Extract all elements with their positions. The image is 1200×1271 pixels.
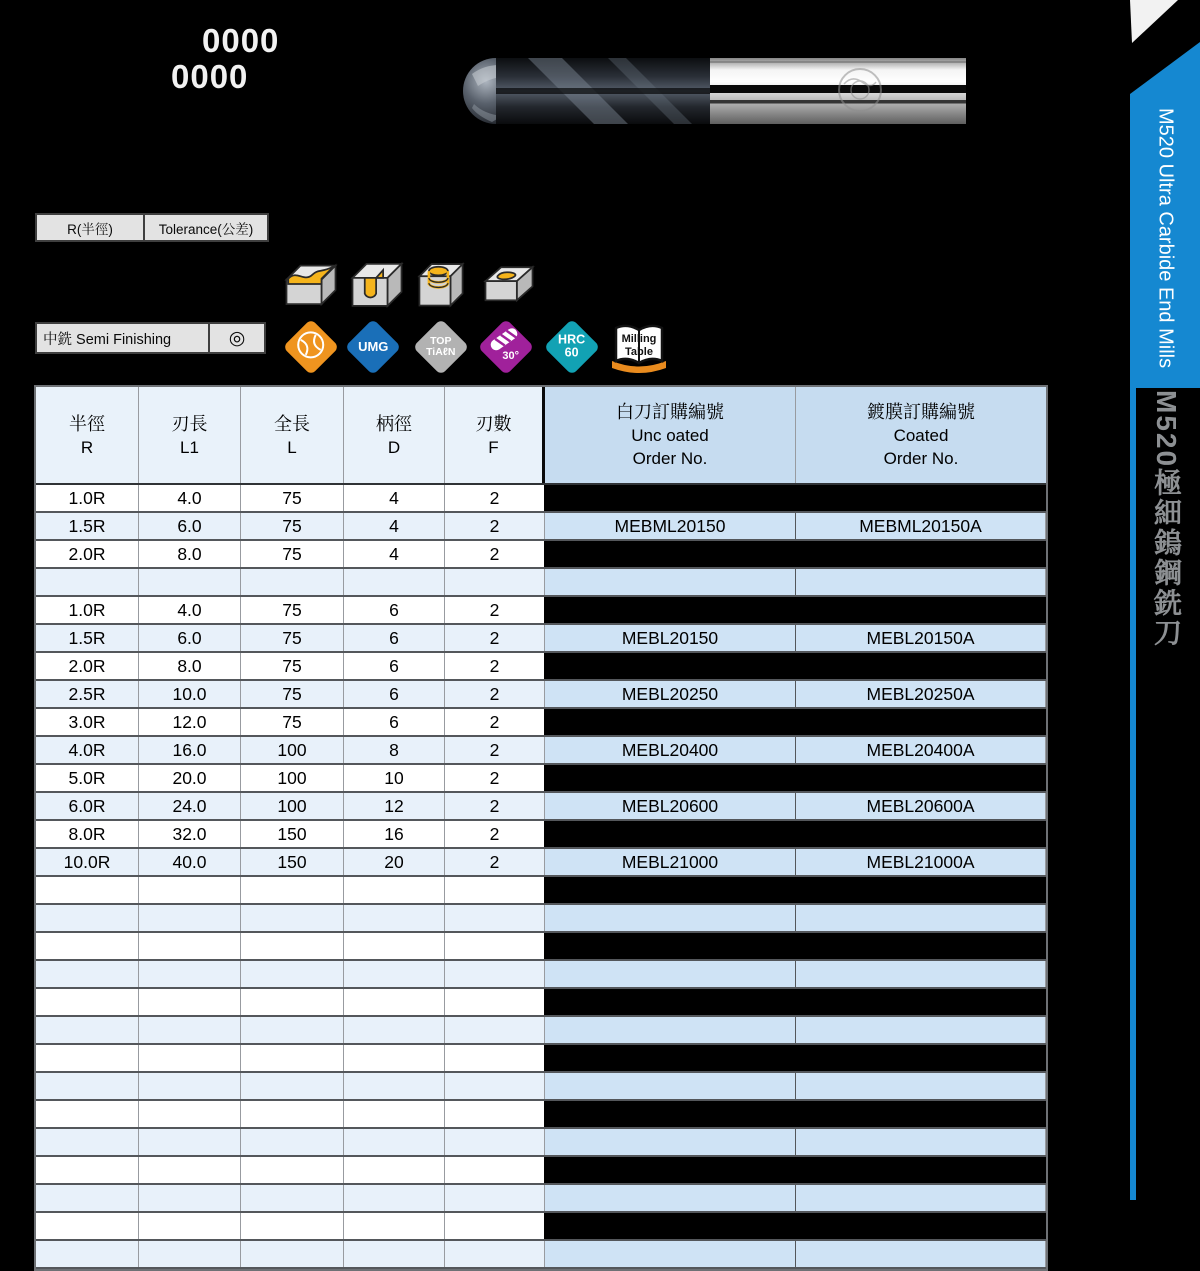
header-shank-dia: 柄徑 D [344, 387, 445, 483]
spec-cell-coated [796, 933, 1046, 959]
spec-cell-d [344, 877, 445, 903]
spec-row [36, 1157, 1046, 1185]
spec-cell-r: 3.0R [36, 709, 139, 735]
spec-row [36, 737, 1046, 765]
finishing-label: 中銑 Semi Finishing [37, 324, 210, 352]
slot-milling-icon [349, 258, 405, 310]
tolerance-radius-label: R(半徑) [37, 215, 145, 240]
spec-cell-d: 6 [344, 597, 445, 623]
spec-cell-coated [796, 1017, 1046, 1043]
spec-cell-l [241, 1157, 344, 1183]
spec-cell-f [445, 877, 545, 903]
spec-cell-l1 [139, 989, 241, 1015]
spec-cell-l1: 4.0 [139, 485, 241, 511]
spec-cell-l [241, 1185, 344, 1211]
spec-cell-l: 75 [241, 541, 344, 567]
spec-cell-l1: 24.0 [139, 793, 241, 819]
spec-cell-d: 6 [344, 681, 445, 707]
spec-table-body [36, 485, 1046, 1269]
helix-angle-label: 30° [502, 349, 520, 362]
spec-cell-coated [796, 877, 1046, 903]
spec-cell-uncoated [545, 1157, 796, 1183]
spec-cell-coated [796, 765, 1046, 791]
spec-cell-f [445, 961, 545, 987]
spec-cell-uncoated [545, 569, 796, 595]
spec-cell-uncoated [545, 933, 796, 959]
spec-cell-r: 6.0R [36, 793, 139, 819]
milling-table-label-1: Milling [621, 333, 657, 345]
spec-cell-f: 2 [445, 541, 545, 567]
spec-cell-uncoated: MEBL20400 [545, 737, 796, 763]
spec-cell-l1 [139, 933, 241, 959]
spec-cell-l1: 20.0 [139, 765, 241, 791]
hrc60-badge [544, 319, 601, 376]
spec-cell-f [445, 933, 545, 959]
spec-cell-l1 [139, 569, 241, 595]
spec-cell-f: 2 [445, 821, 545, 847]
pocket-milling-icon [482, 258, 536, 306]
spec-cell-uncoated [545, 709, 796, 735]
spec-cell-l1: 16.0 [139, 737, 241, 763]
placeholder-code-top: 0000 [202, 22, 280, 59]
helix-icon [487, 326, 525, 364]
spec-cell-uncoated [545, 989, 796, 1015]
spec-cell-d [344, 905, 445, 931]
spec-cell-l [241, 1073, 344, 1099]
spec-cell-l: 100 [241, 793, 344, 819]
spec-cell-d: 6 [344, 653, 445, 679]
spec-row [36, 1213, 1046, 1241]
spec-cell-coated [796, 709, 1046, 735]
ball-nose-end-mill-photo [458, 52, 978, 130]
spec-cell-r [36, 933, 139, 959]
top-tialn-badge [413, 319, 470, 376]
spec-cell-d [344, 1213, 445, 1239]
spec-cell-r [36, 1213, 139, 1239]
spec-cell-l: 75 [241, 485, 344, 511]
spec-cell-r: 1.0R [36, 485, 139, 511]
spec-cell-uncoated [545, 1073, 796, 1099]
spec-cell-r: 2.0R [36, 653, 139, 679]
spec-cell-f [445, 1073, 545, 1099]
spec-cell-uncoated [545, 653, 796, 679]
spec-row [36, 653, 1046, 681]
spec-cell-l1 [139, 961, 241, 987]
spec-cell-l1: 4.0 [139, 597, 241, 623]
spec-cell-uncoated [545, 1101, 796, 1127]
spec-cell-l1 [139, 1213, 241, 1239]
spec-cell-f: 2 [445, 513, 545, 539]
spec-cell-l1: 10.0 [139, 681, 241, 707]
spec-cell-l [241, 1101, 344, 1127]
spec-cell-l [241, 1129, 344, 1155]
spec-cell-d [344, 1045, 445, 1071]
spec-cell-r [36, 1157, 139, 1183]
spec-cell-r [36, 1241, 139, 1267]
spec-cell-l: 75 [241, 513, 344, 539]
spec-cell-coated [796, 653, 1046, 679]
spec-cell-l: 150 [241, 849, 344, 875]
spec-cell-coated [796, 541, 1046, 567]
spec-cell-l1: 6.0 [139, 625, 241, 651]
spec-cell-uncoated [545, 541, 796, 567]
spec-cell-l1 [139, 1241, 241, 1267]
spec-cell-f: 2 [445, 793, 545, 819]
spec-cell-d: 6 [344, 709, 445, 735]
spec-cell-d [344, 1101, 445, 1127]
spec-cell-uncoated [545, 821, 796, 847]
spec-cell-uncoated [545, 1017, 796, 1043]
spec-cell-coated [796, 485, 1046, 511]
finishing-rating: ◎ [228, 327, 246, 349]
spec-cell-uncoated [545, 905, 796, 931]
spec-cell-l: 150 [241, 821, 344, 847]
spec-cell-coated [796, 961, 1046, 987]
spec-cell-l1 [139, 1101, 241, 1127]
spec-cell-coated: MEBL20150A [796, 625, 1046, 651]
spec-cell-f [445, 989, 545, 1015]
spec-cell-coated [796, 1129, 1046, 1155]
spec-cell-f [445, 1129, 545, 1155]
spec-row [36, 905, 1046, 933]
spec-cell-f [445, 1045, 545, 1071]
spec-cell-l1: 40.0 [139, 849, 241, 875]
spec-cell-f [445, 905, 545, 931]
tialn-label: TiAℓN [426, 345, 456, 358]
spec-cell-d: 4 [344, 513, 445, 539]
spec-cell-f [445, 569, 545, 595]
header-flute-length: 刃長 L1 [139, 387, 241, 483]
hrc-value: 60 [565, 346, 579, 360]
spec-cell-r: 2.0R [36, 541, 139, 567]
spec-cell-f [445, 1185, 545, 1211]
spec-cell-l [241, 1017, 344, 1043]
spec-cell-l [241, 961, 344, 987]
spec-cell-l1 [139, 1185, 241, 1211]
spec-row [36, 597, 1046, 625]
spec-cell-l1: 12.0 [139, 709, 241, 735]
spec-cell-coated [796, 989, 1046, 1015]
spec-cell-l1: 8.0 [139, 653, 241, 679]
spec-cell-f: 2 [445, 625, 545, 651]
spec-cell-uncoated [545, 1129, 796, 1155]
shank-section [710, 58, 966, 124]
spec-cell-d [344, 1241, 445, 1267]
spec-cell-d [344, 1185, 445, 1211]
spec-cell-d: 16 [344, 821, 445, 847]
milling-table-badge [608, 321, 670, 375]
spec-cell-uncoated [545, 1241, 796, 1267]
spec-row [36, 681, 1046, 709]
spec-cell-uncoated [545, 877, 796, 903]
spec-cell-d: 10 [344, 765, 445, 791]
spec-cell-uncoated: MEBL20600 [545, 793, 796, 819]
spec-cell-l: 75 [241, 625, 344, 651]
series-title-en: M520 Ultra Carbide End Mills [1154, 107, 1177, 369]
spec-cell-d [344, 933, 445, 959]
spec-cell-f [445, 1017, 545, 1043]
spec-cell-f [445, 1157, 545, 1183]
spec-cell-l [241, 877, 344, 903]
spec-cell-l [241, 1045, 344, 1071]
spec-cell-d [344, 1129, 445, 1155]
spec-cell-uncoated: MEBL20250 [545, 681, 796, 707]
cutter-cross-section-badge [283, 319, 340, 376]
spec-row [36, 765, 1046, 793]
series-title-zh-wrap [1134, 388, 1198, 650]
spec-cell-coated [796, 1073, 1046, 1099]
spec-row [36, 1185, 1046, 1213]
spec-cell-coated [796, 1213, 1046, 1239]
spec-cell-coated [796, 597, 1046, 623]
spec-cell-r: 10.0R [36, 849, 139, 875]
spec-cell-coated [796, 905, 1046, 931]
spec-row [36, 1101, 1046, 1129]
umg-label: UMG [357, 339, 389, 355]
spec-cell-l [241, 905, 344, 931]
umg-badge [345, 319, 402, 376]
header-radius: 半徑 R [36, 387, 139, 483]
spec-cell-coated [796, 569, 1046, 595]
spec-cell-uncoated: MEBL21000 [545, 849, 796, 875]
spec-cell-f: 2 [445, 709, 545, 735]
finishing-bar [35, 322, 266, 354]
spec-cell-d [344, 989, 445, 1015]
spec-cell-f: 2 [445, 597, 545, 623]
spec-cell-l1: 32.0 [139, 821, 241, 847]
spec-row [36, 933, 1046, 961]
spec-cell-r: 1.5R [36, 513, 139, 539]
spec-cell-coated: MEBL20400A [796, 737, 1046, 763]
spec-row [36, 485, 1046, 513]
spec-cell-r [36, 1129, 139, 1155]
spec-cell-d: 12 [344, 793, 445, 819]
spec-cell-coated: MEBL20250A [796, 681, 1046, 707]
spec-row [36, 1045, 1046, 1073]
spec-cell-f [445, 1241, 545, 1267]
spec-row [36, 709, 1046, 737]
spec-cell-uncoated [545, 961, 796, 987]
spec-cell-r [36, 961, 139, 987]
spec-cell-f: 2 [445, 737, 545, 763]
spec-cell-r [36, 1045, 139, 1071]
spec-row [36, 961, 1046, 989]
spec-cell-r [36, 877, 139, 903]
spec-cell-r [36, 1073, 139, 1099]
spec-cell-d [344, 1157, 445, 1183]
spec-cell-d [344, 1073, 445, 1099]
header-uncoated-order-no: 白刀訂購編號 Unc oated Order No. [545, 387, 796, 483]
flute-section [463, 58, 722, 124]
spec-cell-l1: 8.0 [139, 541, 241, 567]
spec-cell-r: 4.0R [36, 737, 139, 763]
spec-cell-f: 2 [445, 681, 545, 707]
spec-row [36, 513, 1046, 541]
helical-milling-icon [416, 258, 466, 310]
spec-cell-r [36, 569, 139, 595]
helix-30-badge [478, 319, 535, 376]
spec-cell-d: 4 [344, 485, 445, 511]
spec-row [36, 1073, 1046, 1101]
header-overall-length: 全長 L [241, 387, 344, 483]
spec-cell-l: 75 [241, 709, 344, 735]
spec-cell-l1 [139, 1073, 241, 1099]
spec-cell-d: 20 [344, 849, 445, 875]
spec-cell-l: 75 [241, 597, 344, 623]
tolerance-value-label: Tolerance(公差) [158, 221, 254, 237]
spec-row [36, 877, 1046, 905]
spec-cell-uncoated: MEBL20150 [545, 625, 796, 651]
spec-cell-l [241, 569, 344, 595]
spec-cell-r: 2.5R [36, 681, 139, 707]
spec-cell-l1 [139, 1045, 241, 1071]
spec-row [36, 1017, 1046, 1045]
spec-cell-f: 2 [445, 765, 545, 791]
spec-cell-coated: MEBL20600A [796, 793, 1046, 819]
spec-cell-f: 2 [445, 653, 545, 679]
spec-cell-coated [796, 1241, 1046, 1267]
spec-cell-coated [796, 821, 1046, 847]
spec-cell-uncoated: MEBML20150 [545, 513, 796, 539]
header-flute-count: 刃數 F [445, 387, 545, 483]
spec-cell-l [241, 1213, 344, 1239]
spec-cell-l [241, 989, 344, 1015]
spec-row [36, 1241, 1046, 1269]
spec-row [36, 625, 1046, 653]
spec-cell-l [241, 933, 344, 959]
sidebar-white-triangle [1130, 0, 1178, 43]
spec-cell-f: 2 [445, 849, 545, 875]
contour-milling-icon [283, 258, 339, 310]
spec-cell-coated: MEBML20150A [796, 513, 1046, 539]
spec-cell-r [36, 989, 139, 1015]
spec-cell-l1 [139, 905, 241, 931]
spec-row [36, 849, 1046, 877]
spec-cell-l1: 6.0 [139, 513, 241, 539]
spec-cell-l1 [139, 1157, 241, 1183]
cross-section-icon [294, 328, 328, 362]
spec-cell-d [344, 961, 445, 987]
placeholder-code-bottom: 0000 [171, 58, 249, 95]
spec-cell-l [241, 1241, 344, 1267]
spec-cell-d: 8 [344, 737, 445, 763]
spec-cell-uncoated [545, 1185, 796, 1211]
spec-cell-d: 4 [344, 541, 445, 567]
spec-cell-coated [796, 1045, 1046, 1071]
spec-cell-r: 5.0R [36, 765, 139, 791]
spec-row [36, 569, 1046, 597]
spec-cell-coated [796, 1101, 1046, 1127]
spec-cell-f: 2 [445, 485, 545, 511]
spec-cell-r [36, 1185, 139, 1211]
spec-cell-l: 100 [241, 737, 344, 763]
spec-cell-d [344, 569, 445, 595]
spec-row [36, 541, 1046, 569]
spec-row [36, 989, 1046, 1017]
header-coated-order-no: 鍍膜訂購編號 Coated Order No. [796, 387, 1046, 483]
spec-row [36, 821, 1046, 849]
spec-cell-d: 6 [344, 625, 445, 651]
top-label: TOP [430, 334, 452, 347]
milling-table-label-2: Table [625, 346, 653, 358]
tolerance-bar [35, 213, 269, 242]
spec-cell-r: 1.0R [36, 597, 139, 623]
spec-table [34, 385, 1048, 1271]
spec-cell-l: 75 [241, 681, 344, 707]
spec-cell-uncoated [545, 485, 796, 511]
spec-cell-l1 [139, 1129, 241, 1155]
spec-cell-uncoated [545, 1213, 796, 1239]
spec-cell-coated [796, 1185, 1046, 1211]
spec-cell-f [445, 1101, 545, 1127]
spec-cell-l1 [139, 1017, 241, 1043]
spec-table-header [36, 387, 1046, 485]
spec-cell-uncoated [545, 597, 796, 623]
hrc-label: HRC [558, 332, 586, 347]
spec-cell-uncoated [545, 765, 796, 791]
spec-cell-r: 1.5R [36, 625, 139, 651]
spec-cell-d [344, 1017, 445, 1043]
spec-cell-uncoated [545, 1045, 796, 1071]
spec-cell-r [36, 905, 139, 931]
spec-cell-r [36, 1101, 139, 1127]
spec-cell-coated [796, 1157, 1046, 1183]
spec-cell-r: 8.0R [36, 821, 139, 847]
spec-cell-l1 [139, 877, 241, 903]
spec-cell-l: 100 [241, 765, 344, 791]
spec-cell-coated: MEBL21000A [796, 849, 1046, 875]
spec-cell-f [445, 1213, 545, 1239]
spec-cell-r [36, 1017, 139, 1043]
series-title-en-wrap [1132, 90, 1198, 386]
spec-cell-l: 75 [241, 653, 344, 679]
spec-row [36, 793, 1046, 821]
series-title-zh: M520極細鎢鋼銑刀 [1151, 389, 1182, 649]
spec-row [36, 1129, 1046, 1157]
